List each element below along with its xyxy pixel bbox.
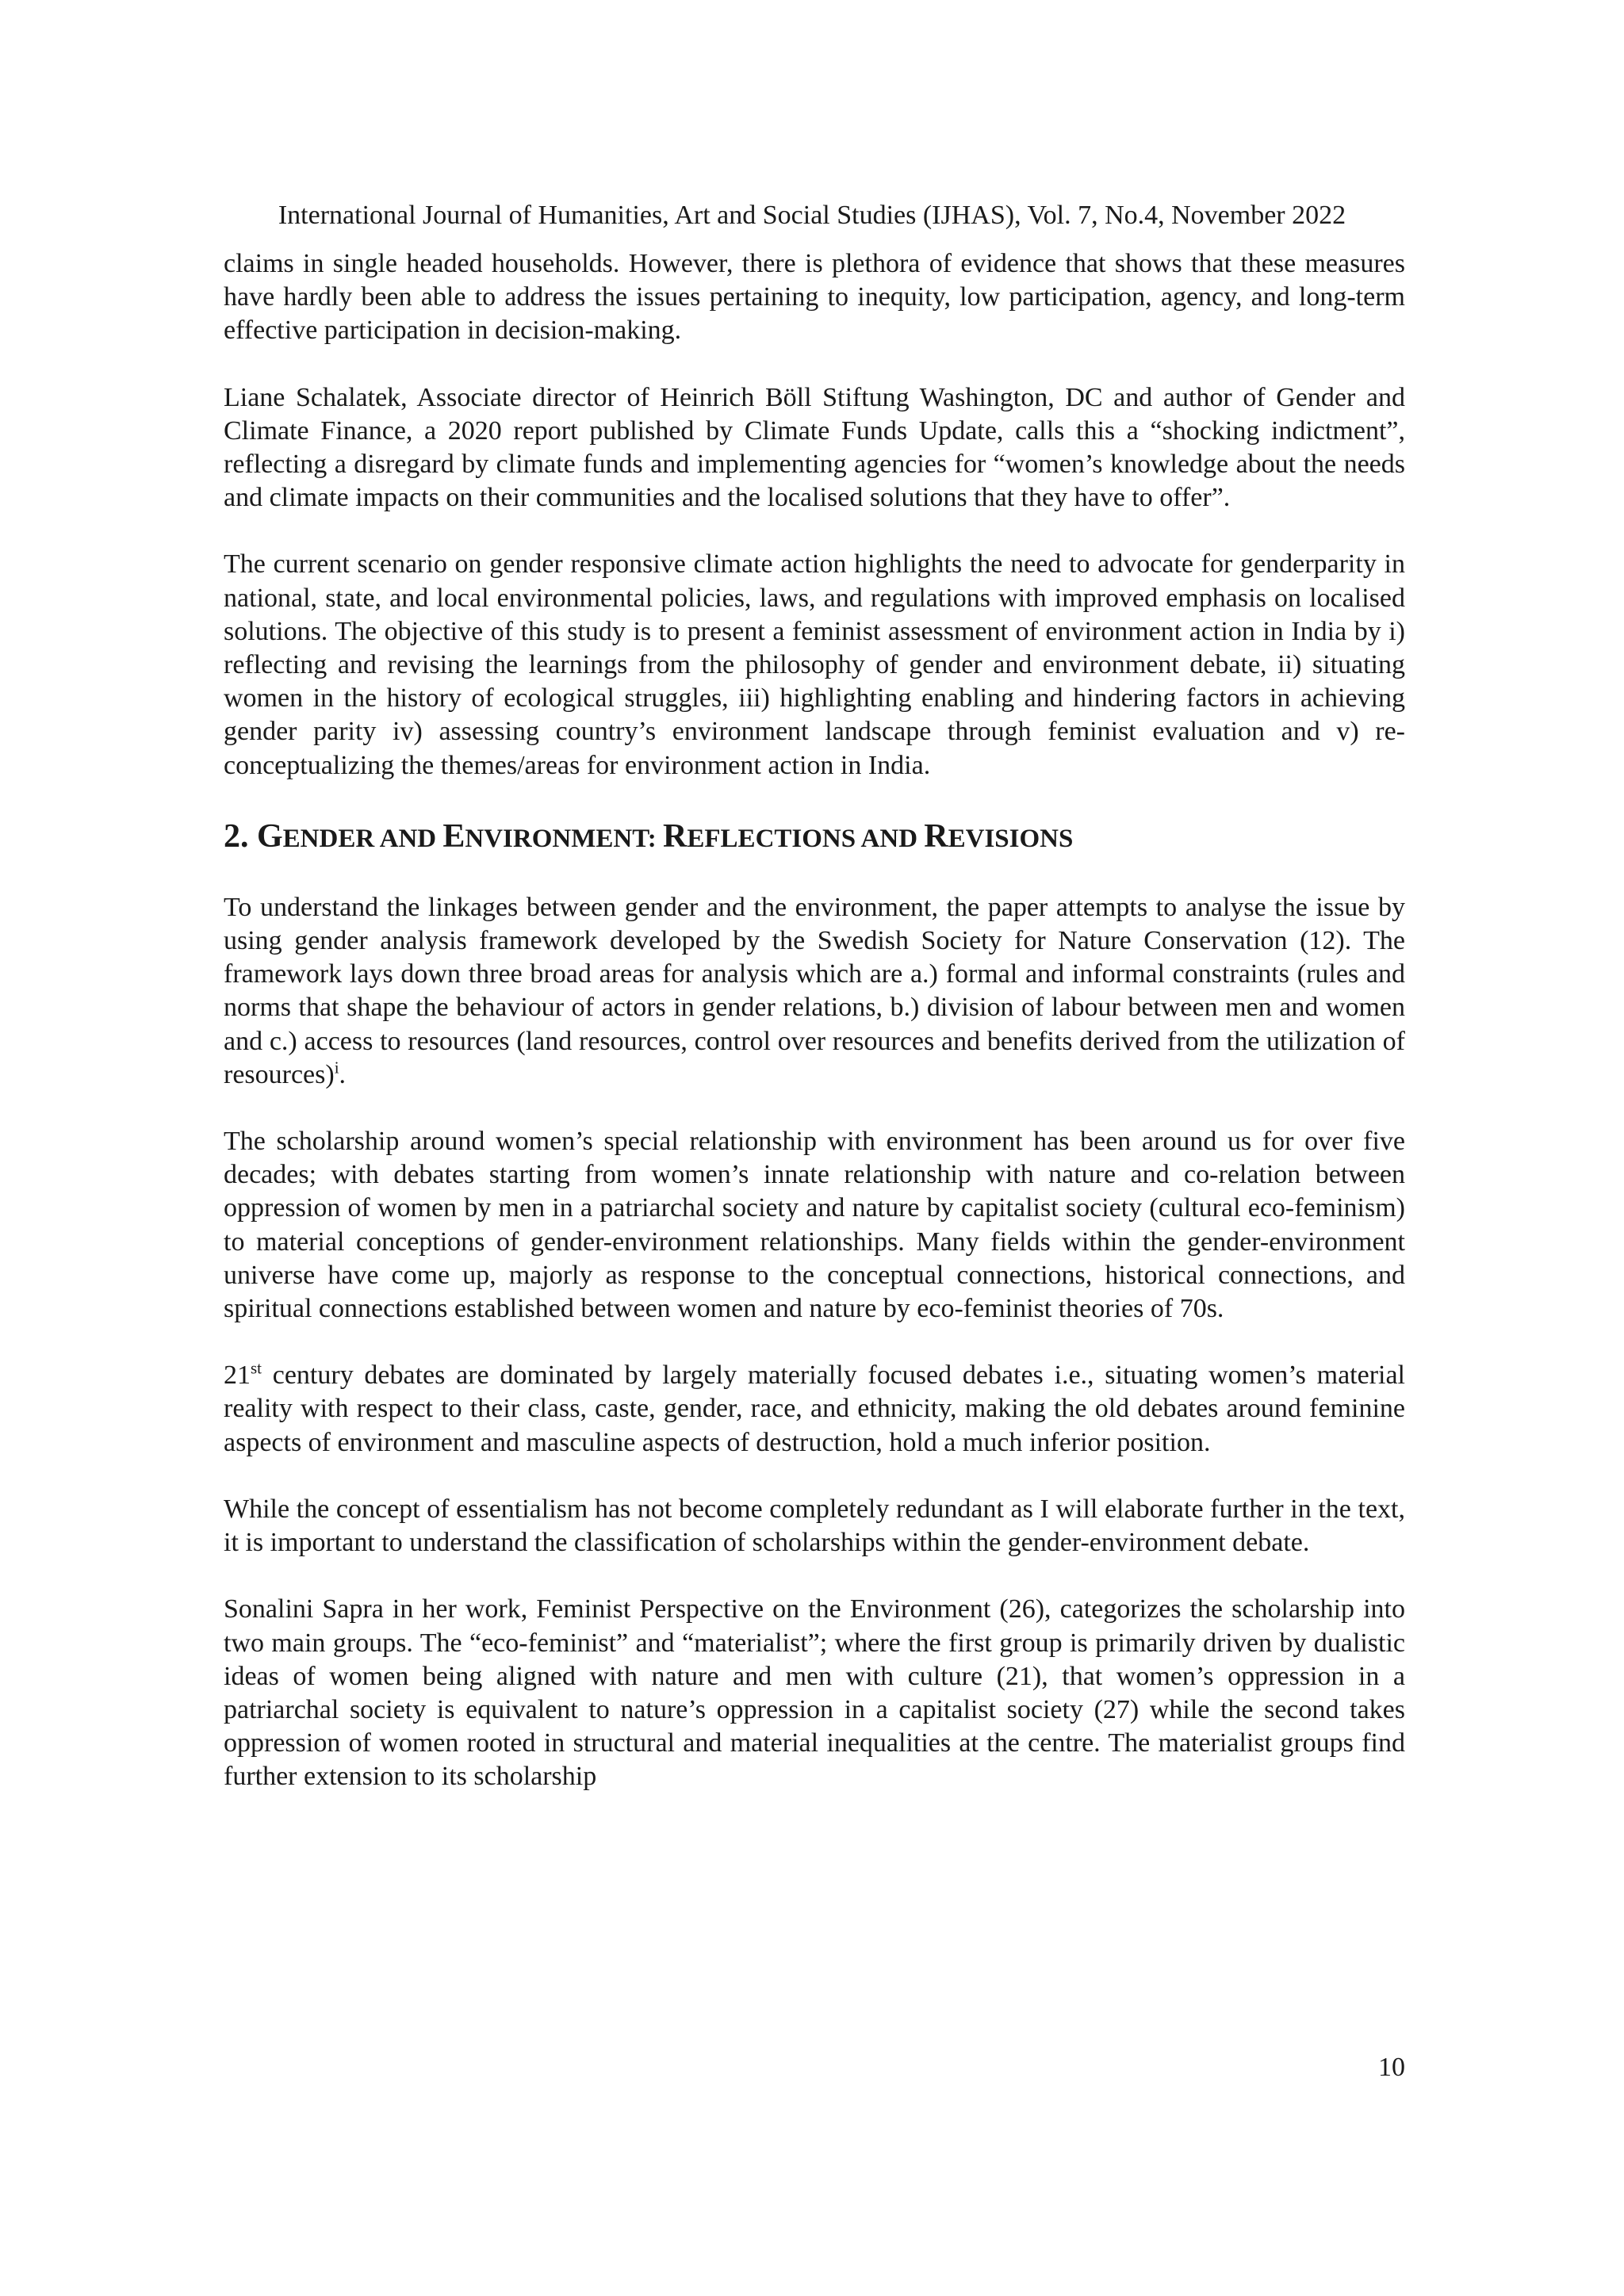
heading-part-ender-and: ENDER AND — [282, 824, 443, 853]
ordinal-superscript: st — [251, 1358, 262, 1378]
heading-cap-r: R — [663, 817, 688, 855]
paragraph-1: claims in single headed households. However, there is plethora of evidence that shows that these measures have hardly been able to address the issues pertaining to inequity, low participation, agency, and long-term effective participation in decision-making. — [224, 249, 1405, 346]
paragraph-4-end: . — [339, 1059, 347, 1089]
heading-cap-e: E — [442, 817, 465, 855]
section-heading — [224, 816, 1405, 859]
heading-cap-r2: R — [924, 817, 948, 855]
paragraph-7: While the concept of essentialism has not become completely redundant as I will elaborate further in the text, it is important to understand the classification of scholarships within the gender-environment debate. — [224, 1494, 1405, 1558]
paragraph-8: Sonalini Sapra in her work, Feminist Perspective on the Environment (26), categorizes the scholarship into two main groups. The “eco-feminist” and “materialist”; where the first group is primarily driven by dualistic ideas of women being aligned with nature and men with culture (21), that women’s oppression in a patriarchal society is equivalent to nature’s oppression in a capitalist society (27) while the second takes oppression of women rooted in structural and material inequalities at the centre. The materialist groups find further extension to its scholarship — [224, 1594, 1405, 1792]
heading-part-eflections-and: EFLECTIONS AND — [687, 824, 925, 853]
body-text — [224, 247, 1405, 1794]
section-number: 2. — [224, 817, 249, 855]
footnote-marker[interactable]: i — [334, 1058, 339, 1077]
page-number: 10 — [1378, 2053, 1405, 2082]
paragraph-6 — [224, 1359, 1405, 1460]
heading-cap-g: G — [257, 817, 283, 855]
paragraph-2: Liane Schalatek, Associate director of Heinrich Böll Stiftung Washington, DC and author of Gender and Climate Finance, a 2020 report published by Climate Funds Update, calls this a “shocking indictment”, reflecting a disregard by climate funds and implementing agencies for “women’s knowledge about the needs and climate impacts on their communities and the localised solutions that they have to offer”. — [224, 382, 1405, 513]
paragraph-6-text: century debates are dominated by largely materially focused debates i.e., situating women’s material reality with respect to their class, caste, gender, race, and ethnicity, making the old debates around feminine aspects of environment and masculine aspects of destruction, hold a much inferior position. — [224, 1360, 1405, 1457]
paragraph-3: The current scenario on gender responsive climate action highlights the need to advocate for genderparity in national, state, and local environmental policies, laws, and regulations with improved emphasis on localised solutions. The objective of this study is to present a feminist assessment of environment action in India by i) reflecting and revising the learnings from the philosophy of gender and environment debate, ii) situating women in the history of ecological struggles, iii) highlighting enabling and hindering factors in achieving gender parity iv) assessing country’s environment landscape through feminist evaluation and v) re-conceptualizing the themes/areas for environment action in India. — [224, 549, 1405, 780]
heading-part-nvironment: NVIRONMENT: — [465, 824, 664, 853]
running-header: International Journal of Humanities, Art and Social Studies (IJHAS), Vol. 7, No.4, November 2022 — [278, 201, 1346, 230]
heading-part-evisions: EVISIONS — [948, 824, 1074, 853]
paragraph-4-text: To understand the linkages between gender and the environment, the paper attempts to analyse the issue by using gender analysis framework developed by the Swedish Society for Nature Conservation (12). The framework lays down three broad areas for analysis which are a.) formal and informal constraints (rules and norms that shape the behaviour of actors in gender relations, b.) division of labour between men and women and c.) access to resources (land resources, control over resources and benefits derived from the utilization of resources) — [224, 892, 1405, 1089]
paragraph-5: The scholarship around women’s special relationship with environment has been around us for over five decades; with debates starting from women’s innate relationship with nature and co-relation between oppression of women by men in a patriarchal society and nature by capitalist society (cultural eco-feminism) to material conceptions of gender-environment relationships. Many fields within the gender-environment universe have come up, majorly as response to the conceptual connections, historical connections, and spiritual connections established between women and nature by eco-feminist theories of 70s. — [224, 1127, 1405, 1324]
paragraph-4 — [224, 891, 1405, 1092]
paragraph-6-start: 21 — [224, 1360, 251, 1391]
